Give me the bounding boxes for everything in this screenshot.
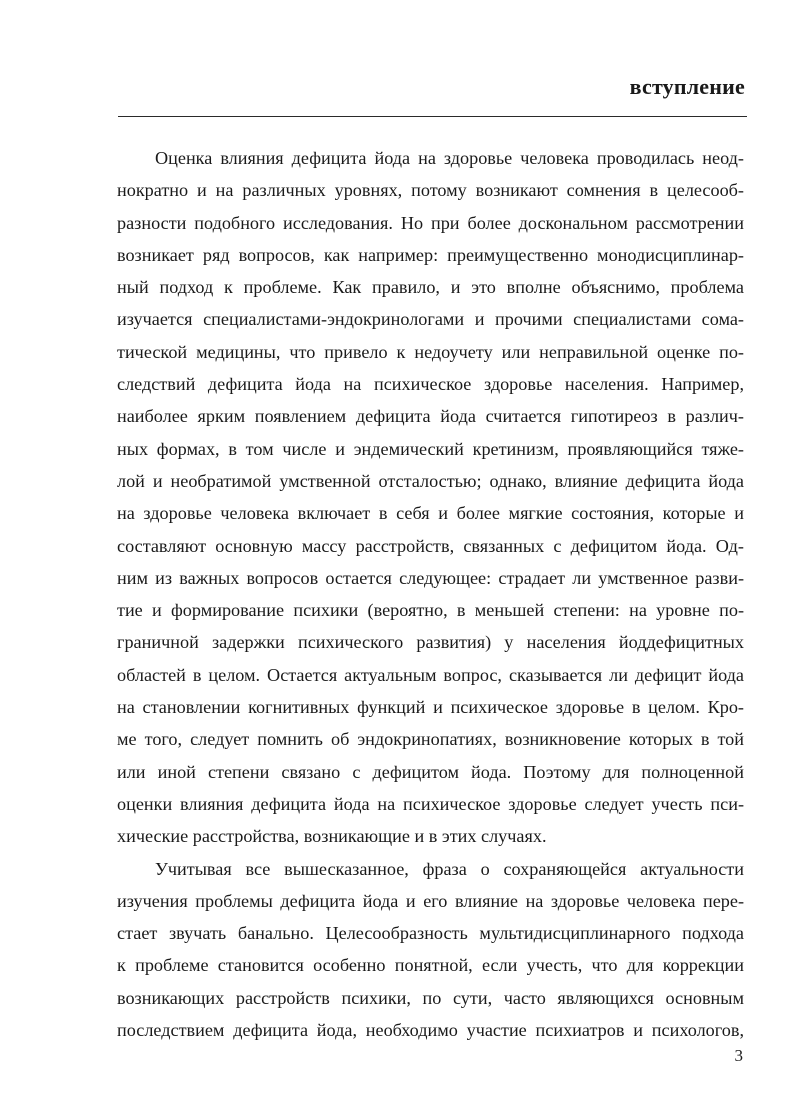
text-line: тие и формирование психики (вероятно, в меньшей степени: на уровне по- bbox=[117, 600, 744, 621]
text-line: изучается специалистами-эндокринологами и прочими специалистами сома- bbox=[117, 309, 744, 330]
heading-underline bbox=[118, 116, 747, 117]
text-line: стает звучать банально. Целесообразность мультидисциплинарного подхода bbox=[117, 923, 744, 944]
text-line: Учитывая все вышесказанное, фраза о сохраняющейся актуальности bbox=[155, 858, 744, 879]
section-heading: вступление bbox=[629, 74, 745, 99]
text-line: составляют основную массу расстройств, связанных с дефицитом йода. Од- bbox=[117, 535, 744, 556]
text-line: ный подход к проблеме. Как правило, и это вполне объяснимо, проблема bbox=[117, 277, 744, 298]
text-line: возникающих расстройств психики, по сути, часто являющихся основным bbox=[117, 987, 744, 1008]
text-line: разности подобного исследования. Но при более доскональном рассмотрении bbox=[117, 212, 744, 233]
text-line: граничной задержки психического развития) у населения йоддефицитных bbox=[117, 632, 744, 653]
text-line: последствием дефицита йода, необходимо участие психиатров и психологов, bbox=[117, 1020, 744, 1041]
text-line: ме того, следует помнить об эндокринопатиях, возникновение которых в той bbox=[117, 729, 744, 750]
body-text bbox=[117, 142, 744, 1046]
text-line: на становлении когнитивных функций и психическое здоровье в целом. Кро- bbox=[117, 697, 744, 718]
text-line: ных формах, в том числе и эндемический кретинизм, проявляющийся тяже- bbox=[117, 438, 744, 459]
text-line: на здоровье человека включает в себя и более мягкие состояния, которые и bbox=[117, 503, 744, 524]
text-line: ним из важных вопросов остается следующее: страдает ли умственное разви- bbox=[117, 567, 744, 588]
text-line: нократно и на различных уровнях, потому возникают сомнения в целесооб- bbox=[117, 180, 744, 201]
page-number: 3 bbox=[734, 1046, 743, 1065]
text-line: следствий дефицита йода на психическое здоровье населения. Например, bbox=[117, 374, 744, 395]
text-line: тической медицины, что привело к недоучету или неправильной оценке по- bbox=[117, 341, 744, 362]
text-line: возникает ряд вопросов, как например: преимущественно монодисциплинар- bbox=[117, 244, 744, 265]
text-line: наиболее ярким появлением дефицита йода считается гипотиреоз в различ- bbox=[117, 406, 744, 427]
text-line: хические расстройства, возникающие и в этих случаях. bbox=[117, 826, 547, 847]
paragraph-1 bbox=[117, 142, 744, 853]
paragraph-2 bbox=[117, 853, 744, 1047]
text-line: к проблеме становится особенно понятной, если учесть, что для коррекции bbox=[117, 955, 744, 976]
text-line: изучения проблемы дефицита йода и его влияние на здоровье человека пере- bbox=[117, 890, 744, 911]
text-line: Оценка влияния дефицита йода на здоровье человека проводилась неод- bbox=[155, 148, 744, 168]
text-line: областей в целом. Остается актуальным вопрос, сказывается ли дефицит йода bbox=[117, 664, 744, 685]
text-line: лой и необратимой умственной отсталостью; однако, влияние дефицита йода bbox=[117, 470, 744, 491]
text-line: или иной степени связано с дефицитом йода. Поэтому для полноценной bbox=[117, 761, 744, 782]
text-line: оценки влияния дефицита йода на психическое здоровье следует учесть пси- bbox=[117, 793, 744, 814]
